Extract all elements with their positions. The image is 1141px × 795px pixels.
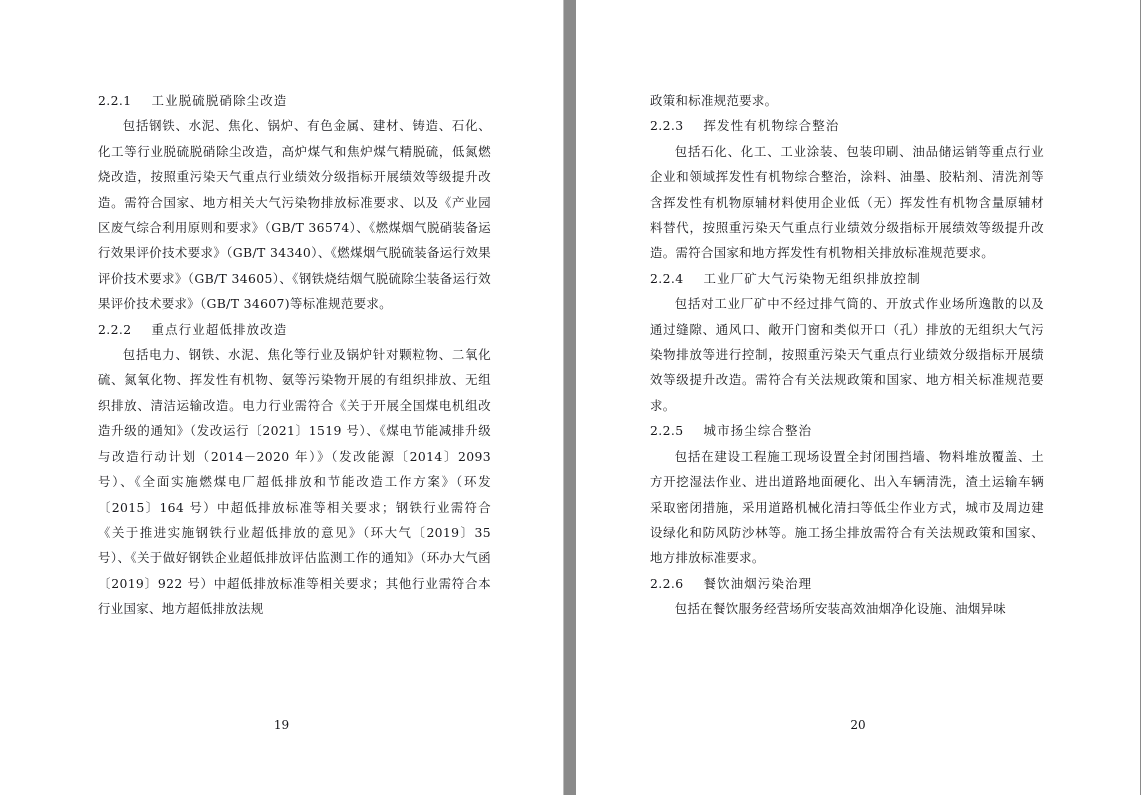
section-number: 2.2.6 (650, 575, 684, 591)
section-heading (650, 113, 1044, 138)
section-title: 重点行业超低排放改造 (151, 321, 288, 337)
paragraph: 包括在餐饮服务经营场所安装高效油烟净化设施、油烟异味 (674, 601, 1007, 617)
section-heading (650, 266, 1044, 291)
section-title: 餐饮油烟污染治理 (703, 575, 813, 591)
paragraph: 包括电力、钢铁、水泥、焦化等行业及锅炉针对颗粒物、二氧化硫、氮氧化物、挥发性有机物、氨等污染物开展的有组织排放、无组织排放、清洁运输改造。电力行业需符合《关于开展全国煤电机组改造升级的通知》（发改运行〔2021〕1519 号）、《煤电节能减排升级与改造行动计划（2014－2020 年）》（发改能源〔2014〕2093 号）、《全面实施燃煤电厂超低排放和节能改造工作方案》（环发〔2015〕164 号）中超低排放标准等相关要求；钢铁行业需符合《关于推进实施钢铁行业超低排放的意见》（环大气〔2019〕35 号）、《关于做好钢铁企业超低排放评估监测工作的通知》（环办大气函〔2019〕922 号）中超低排放标准等相关要求；其他行业需符合本行业国家、地方超低排放法规 (98, 347, 491, 617)
section-title: 挥发性有机物综合整治 (703, 118, 840, 134)
section-heading (650, 418, 1044, 443)
page-right-content (576, 0, 1140, 795)
paragraph: 包括石化、化工、工业涂装、包装印刷、油品储运销等重点行业企业和领域挥发性有机物综合整治，涂料、油墨、胶粘剂、清洗剂等含挥发性有机物原辅材料使用企业低（无）挥发性有机物含量原辅材料替代，按照重污染天气重点行业绩效分级指标开展绩效等级提升改造。需符合国家和地方挥发性有机物相关排放标准规范要求。 (650, 143, 1044, 261)
section-number: 2.2.3 (650, 118, 684, 134)
section-heading (98, 88, 491, 113)
section-title: 城市扬尘综合整治 (703, 423, 813, 439)
page-right (576, 0, 1140, 795)
paragraph: 包括钢铁、水泥、焦化、锅炉、有色金属、建材、铸造、石化、化工等行业脱硫脱硝除尘改造，高炉煤气和焦炉煤气精脱硫，低氮燃烧改造，按照重污染天气重点行业绩效分级指标开展绩效等级提升改造。需符合国家、地方相关大气污染物排放标准要求、以及《产业园区废气综合利用原则和要求》（GB/T 36574）、《燃煤烟气脱硝装备运行效果评价技术要求》（GB/T 34340）、《燃煤烟气脱硫装备运行效果评价技术要求》（GB/T 34605）、《钢铁烧结烟气脱硫除尘装备运行效果评价技术要求》（GB/T 34607)等标准规范要求。 (98, 118, 491, 312)
section-number: 2.2.2 (98, 321, 132, 337)
paragraph-continued: 政策和标准规范要求。 (650, 93, 778, 108)
section-heading (650, 571, 1044, 596)
page-number: 19 (273, 718, 290, 732)
page-left-content (0, 0, 563, 795)
section-heading (98, 317, 491, 342)
section-number: 2.2.4 (650, 270, 684, 286)
paragraph: 包括对工业厂矿中不经过排气筒的、开放式作业场所逸散的以及通过缝隙、通风口、敞开门窗和类似开口（孔）排放的无组织大气污染物排放等进行控制，按照重污染天气重点行业绩效分级指标开展绩效等级提升改造。需符合有关法规政策和国家、地方相关标准规范要求。 (650, 296, 1044, 413)
paragraph: 包括在建设工程施工现场设置全封闭围挡墙、物料堆放覆盖、土方开挖湿法作业、进出道路地面硬化、出入车辆清洗，渣土运输车辆采取密闭措施，采用道路机械化清扫等低尘作业方式，城市及周边建设绿化和防风防沙林等。施工扬尘排放需符合有关法规政策和国家、地方排放标准要求。 (650, 448, 1044, 566)
section-title: 工业脱硫脱硝除尘改造 (151, 93, 288, 108)
section-title: 工业厂矿大气污染物无组织排放控制 (703, 270, 921, 286)
page-number: 20 (850, 718, 866, 732)
section-number: 2.2.1 (98, 93, 132, 108)
page-left (0, 0, 564, 795)
section-number: 2.2.5 (650, 423, 684, 439)
